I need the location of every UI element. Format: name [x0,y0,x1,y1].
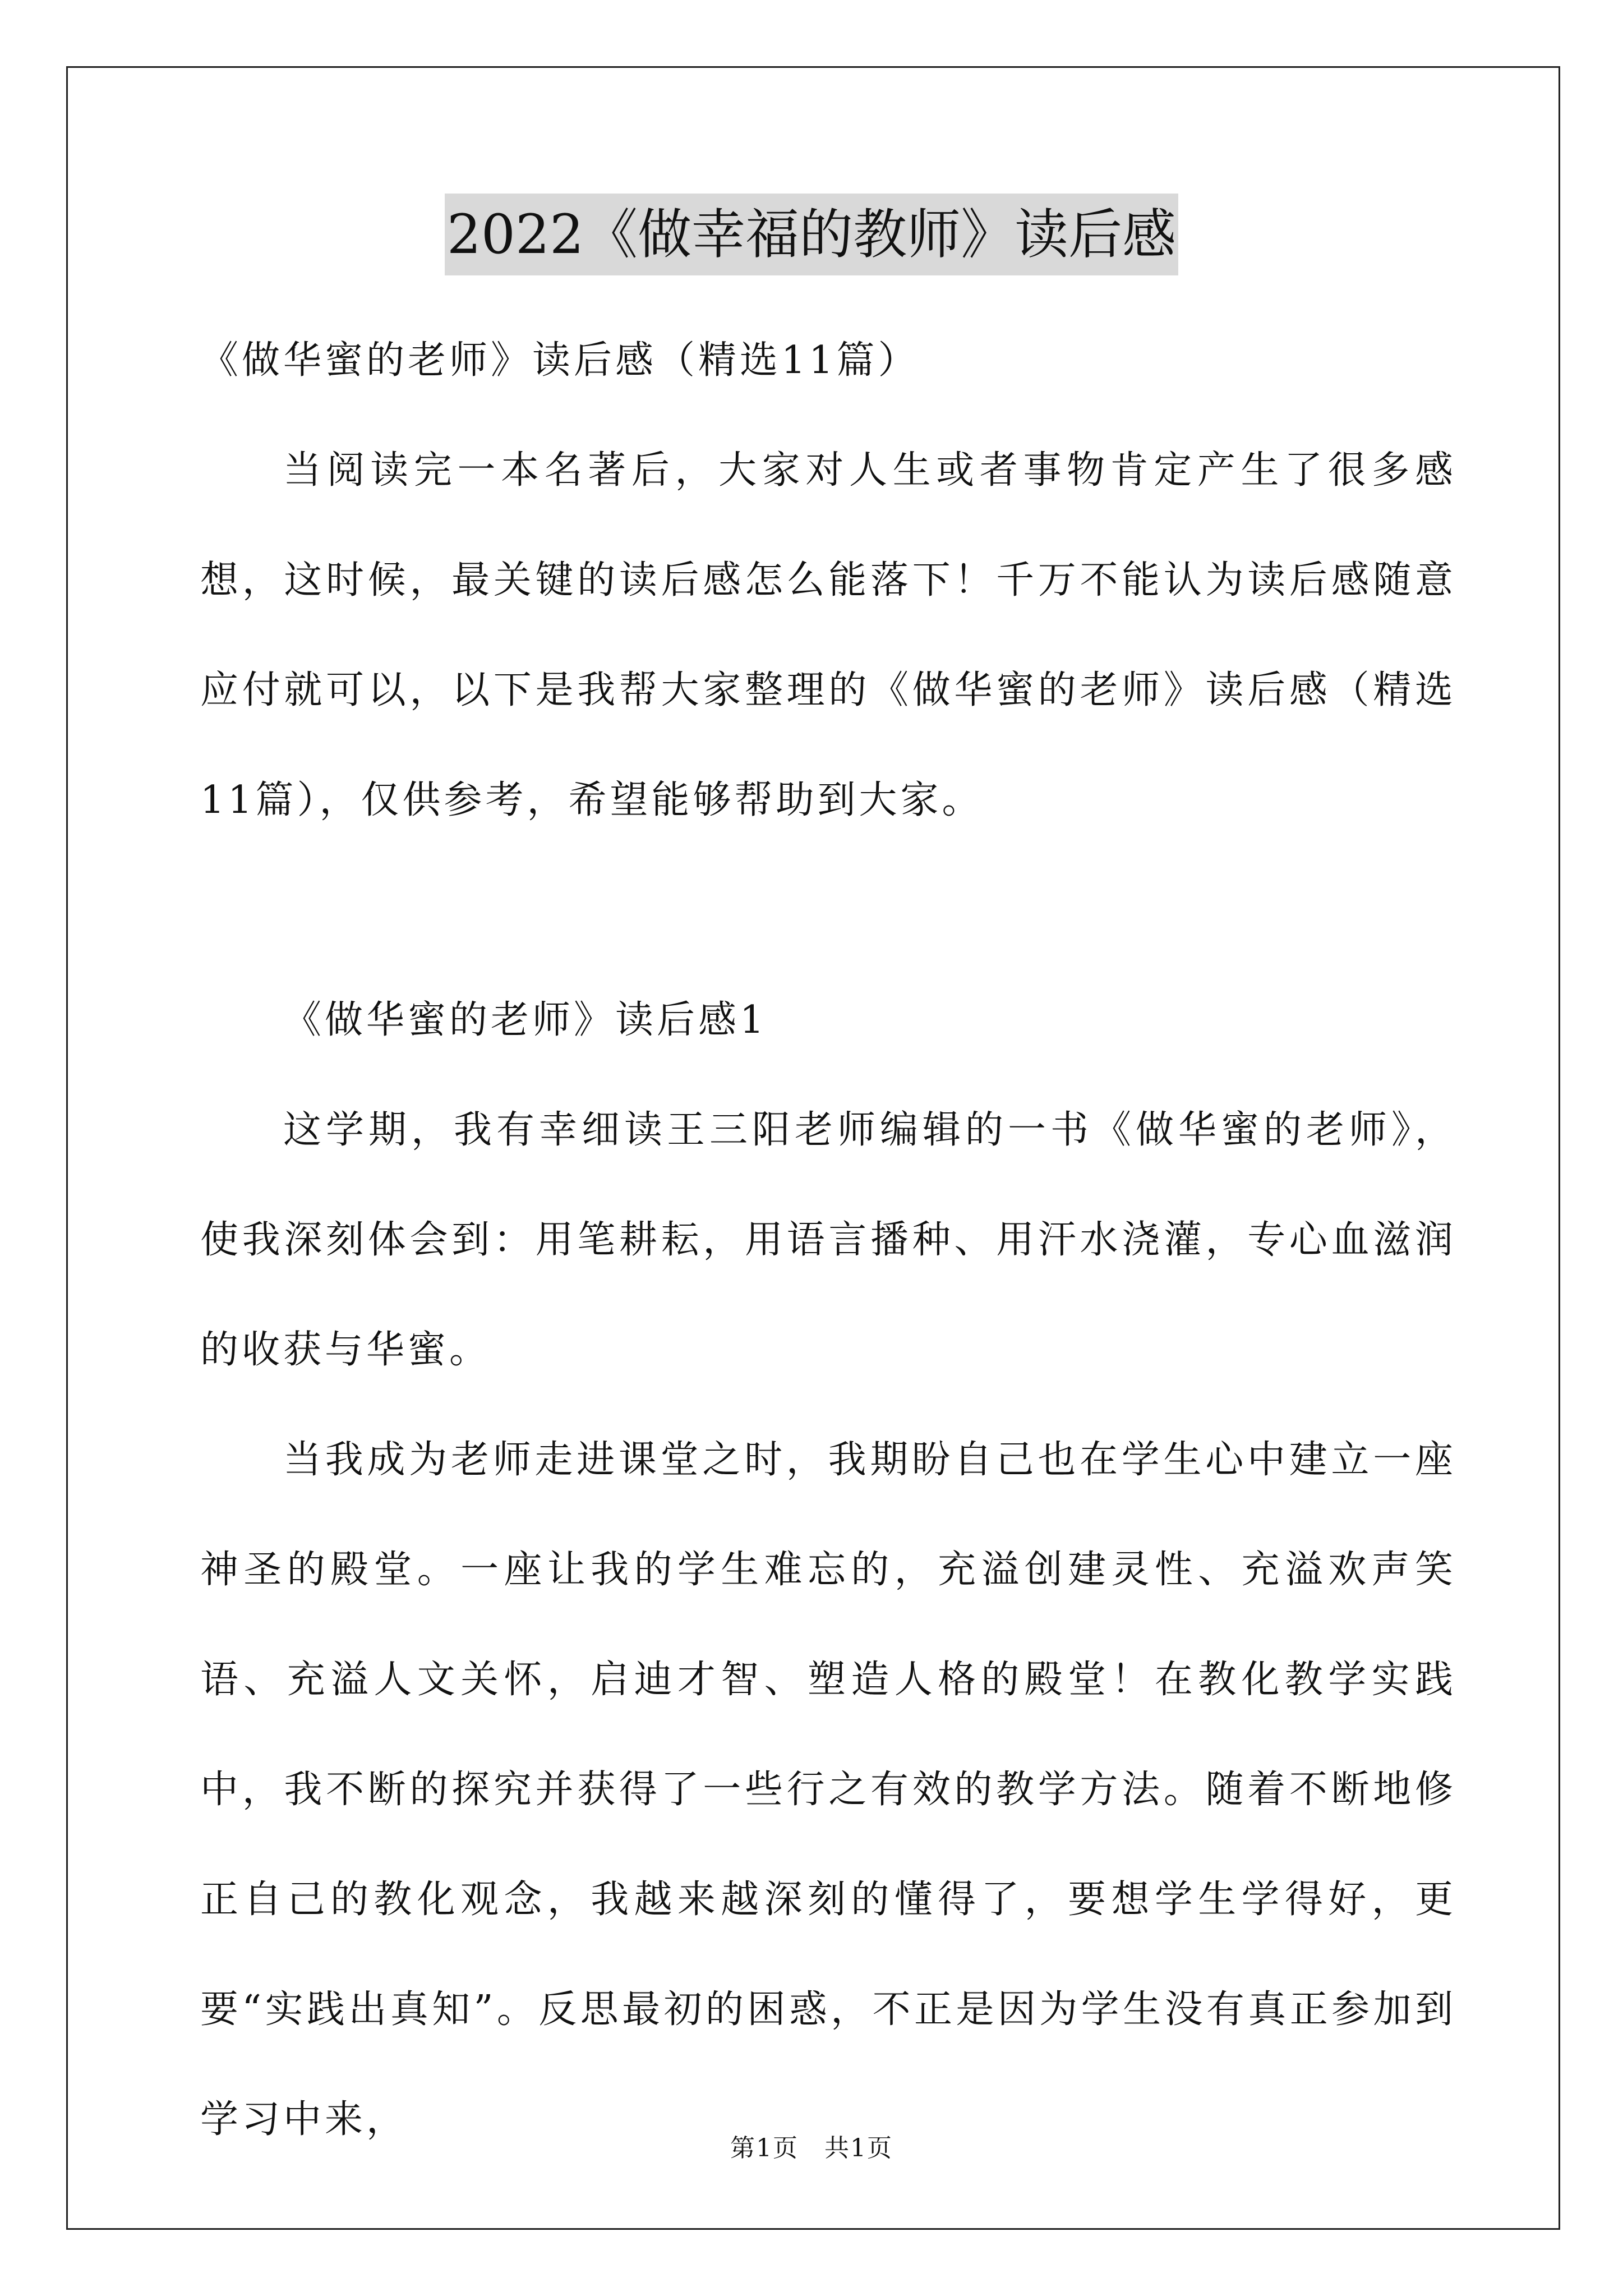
body-paragraph: 这学期，我有幸细读王三阳老师编辑的一书《做华蜜的老师》，使我深刻体会到：用笔耕耘，用语言播种、用汗水浇灌，专心血滋润的收获与华蜜。 [200,1108,1456,1372]
title-container [0,194,1623,275]
intro-paragraph: 当阅读完一本名著后，大家对人生或者事物肯定产生了很多感想，这时候，最关键的读后感怎么能落下！千万不能认为读后感随意应付就可以，以下是我帮大家整理的《做华蜜的老师》读后感（精选11篇），仅供参考，希望能够帮助到大家。 [200,448,1456,822]
document-subtitle: 《做华蜜的老师》读后感（精选11篇） [200,338,920,383]
page-footer: 第1页 共1页 [730,2134,893,2162]
body-paragraph: 当我成为老师走进课堂之时，我期盼自己也在学生心中建立一座神圣的殿堂。一座让我的学生难忘的，充溢创建灵性、充溢欢声笑语、充溢人文关怀，启迪才智、塑造人格的殿堂！在教化教学实践中，我不断的探究并获得了一些行之有效的教学方法。随着不断地修正自己的教化观念，我越来越深刻的懂得了，要想学生学得好，更要“实践出真知”。反思最初的困惑，不正是因为学生没有真正参加到学习中来， [200,1438,1456,2142]
document-body [200,306,1456,2175]
section-heading: 《做华蜜的老师》读后感1 [283,998,768,1042]
document-title: 2022《做幸福的教师》读后感 [445,194,1178,275]
